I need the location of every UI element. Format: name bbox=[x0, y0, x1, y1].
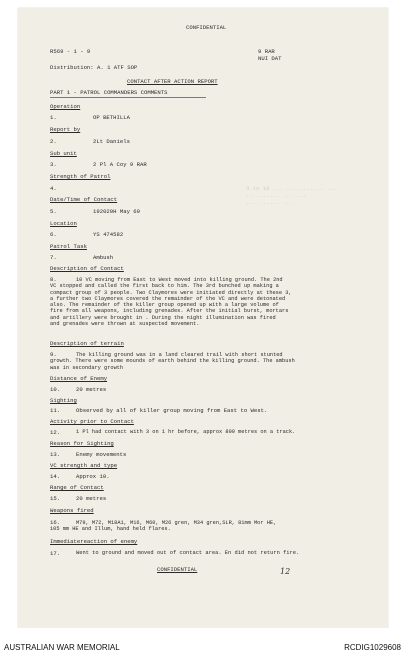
part-title: PART 1 - PATROL COMMANDERS COMMENTS bbox=[50, 89, 168, 96]
heading-description-of-terrain: Description of terrain bbox=[50, 340, 124, 347]
unit: 9 RAR bbox=[258, 48, 275, 55]
heading-date-time: Date/Time of Contact bbox=[50, 196, 118, 203]
activity-prior-value: 1 Pl had contact with 3 on 1 hr before, approx 800 metres on a track. bbox=[76, 429, 296, 435]
heading-patrol-task: Patrol Task bbox=[50, 243, 87, 250]
field-num: 6. bbox=[50, 231, 57, 238]
field-num: 4. bbox=[50, 185, 57, 192]
field-num: 12. bbox=[50, 429, 61, 436]
field-num: 9. bbox=[50, 351, 57, 358]
patrol-task-value: Ambush bbox=[93, 254, 114, 261]
field-num: 15. bbox=[50, 495, 61, 502]
footer-archive-name: AUSTRALIAN WAR MEMORIAL bbox=[4, 643, 120, 652]
heading-reason-for-sighting: Reason for Sighting bbox=[50, 440, 114, 447]
field-num: 2. bbox=[50, 138, 57, 145]
field-num: 7. bbox=[50, 254, 57, 261]
heading-sub-unit: Sub unit bbox=[50, 150, 77, 157]
description-of-contact-text: 10 VC moving from East to West moved into killing ground. The 2nd VC stopped and called the first back to him. The 3rd bunched up making a compact group of 3 people. Two Claymores were initiated directly at these 3, a further two Claymores covered the remainder of the VC and were detonated also. The remainder of the killer group opened up with a large volume of fire from all weapons, including grenades. After the initial burst, mortars and artillery were brought in . During the night illumination was fired and grenades were thrown at suspected movement. bbox=[50, 277, 292, 328]
heading-operation: Operation bbox=[50, 103, 81, 110]
unit-location: NUI DAT bbox=[258, 55, 282, 62]
heading-strength: Strength of Patrol bbox=[50, 173, 111, 180]
heading-description-of-contact: Description of Contact bbox=[50, 265, 124, 272]
range-of-contact-value: 20 metres bbox=[76, 495, 107, 502]
classification-top: CONFIDENTIAL bbox=[186, 24, 227, 31]
location-value: YS 474582 bbox=[93, 231, 124, 238]
field-num: 5. bbox=[50, 208, 57, 215]
field-num: 14. bbox=[50, 473, 61, 480]
description-of-terrain-text: The killing ground was in a land cleared trail with short stunted growth. There were some mounds of earth behind the killing ground. The ambush was in secondary growth bbox=[50, 352, 295, 371]
reference-number: R569 - 1 - 9 bbox=[50, 48, 91, 55]
field-num: 10. bbox=[50, 386, 61, 393]
heading-range-of-contact: Range of Contact bbox=[50, 484, 104, 491]
document-page bbox=[18, 8, 388, 628]
field-num: 11. bbox=[50, 407, 61, 414]
heading-immediate-reaction: Immediatereaction of enemy bbox=[50, 538, 138, 545]
field-num: 16. bbox=[50, 519, 61, 526]
report-by-value: 2Lt Daniels bbox=[93, 138, 130, 145]
field-num: 8. bbox=[50, 276, 57, 283]
heading-report-by: Report by bbox=[50, 126, 81, 133]
vc-strength-value: Approx 10. bbox=[76, 473, 110, 480]
distribution: Distribution: A. 1 ATF SOP bbox=[50, 64, 138, 71]
reason-for-sighting-value: Enemy movements bbox=[76, 451, 127, 458]
field-num: 17. bbox=[50, 550, 61, 557]
show-through-text: 3 to 10 ... ........... ... .. ....... ... ... ... ...... ... bbox=[246, 185, 337, 206]
sighting-value: Observed by all of killer group moving from East to West. bbox=[76, 407, 268, 414]
heading-weapons-fired: Weapons fired bbox=[50, 507, 94, 514]
immediate-reaction-value: Went to ground and moved out of contact area. En did not return fire. bbox=[76, 550, 300, 556]
handwritten-folio-number: 12 bbox=[280, 567, 291, 576]
field-num: 1. bbox=[50, 114, 57, 121]
footer-record-id: RCDIG1029608 bbox=[344, 643, 401, 652]
sub-unit-value: 2 Pl A Coy 9 RAR bbox=[93, 161, 147, 168]
heading-activity-prior: Activity prior to Contact bbox=[50, 418, 134, 425]
distance-of-enemy-value: 20 metres bbox=[76, 386, 107, 393]
heading-location: Location bbox=[50, 220, 77, 227]
part-title-underline bbox=[50, 97, 206, 98]
heading-distance-of-enemy: Distance of Enemy bbox=[50, 375, 108, 382]
date-time-value: 192020H May 69 bbox=[93, 208, 140, 215]
heading-sighting: Sighting bbox=[50, 397, 77, 404]
weapons-fired-text: M79, M72, M18A1, M16, M60, M26 gren, M34 gren,SLR, 81mm Mor HE, 105 mm HE and Illum, hand held flares. bbox=[50, 520, 277, 533]
report-title: CONTACT AFTER ACTION REPORT bbox=[127, 78, 218, 85]
classification-bottom: CONFIDENTIAL bbox=[157, 566, 198, 573]
heading-vc-strength: VC strength and type bbox=[50, 462, 118, 469]
archive-footer bbox=[0, 628, 406, 654]
operation-value: OP BETHILLA bbox=[93, 114, 130, 121]
field-num: 13. bbox=[50, 451, 61, 458]
field-num: 3. bbox=[50, 161, 57, 168]
